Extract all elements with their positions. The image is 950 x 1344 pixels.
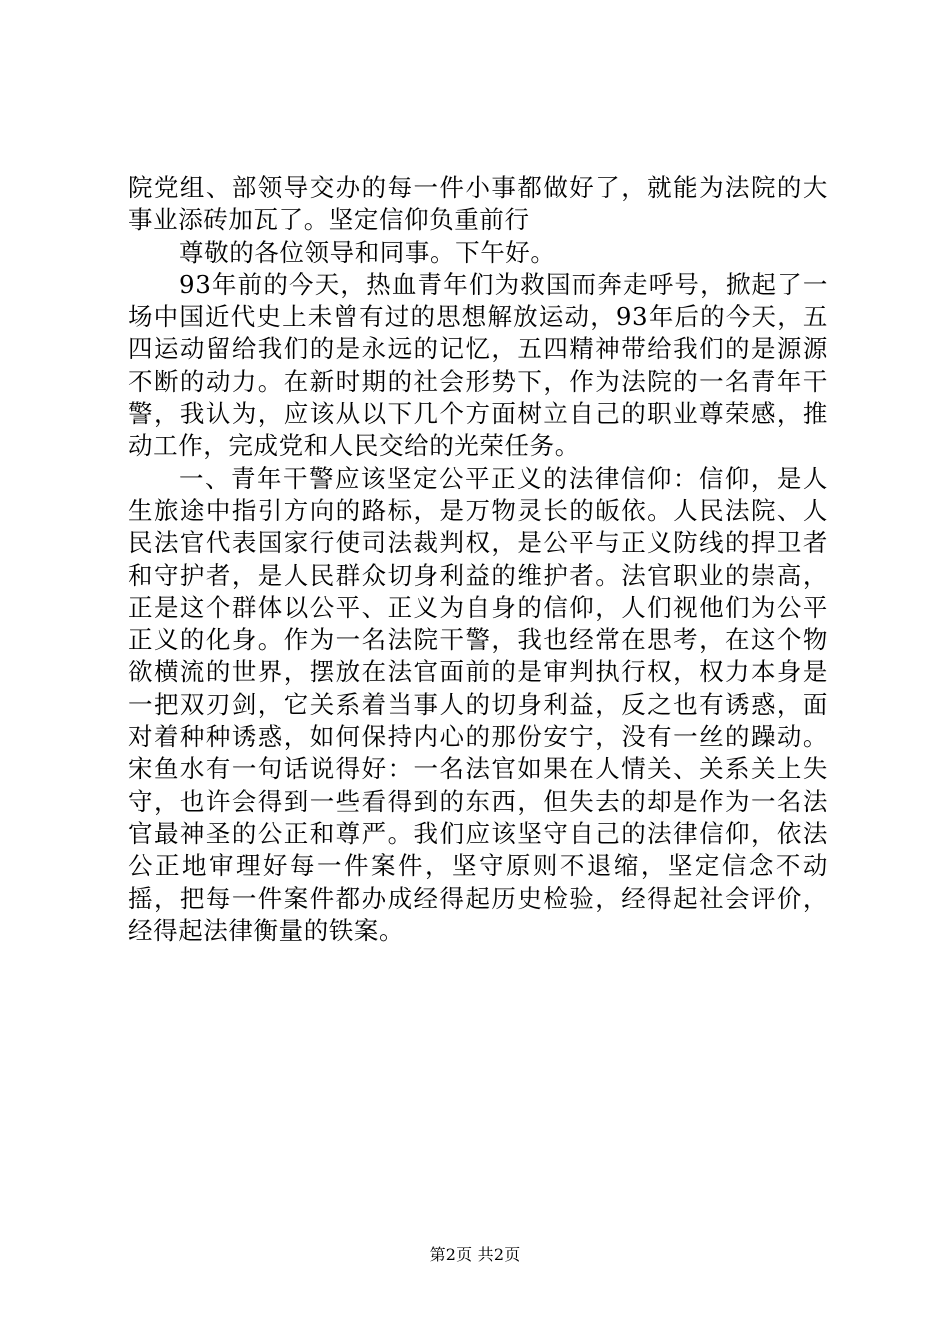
paragraph-4: 一、青年干警应该坚定公平正义的法律信仰：信仰，是人生旅途中指引方向的路标，是万物灵长的皈依。人民法院、人民法官代表国家行使司法裁判权，是公平与正义防线的捍卫者和守护者，是人民群众切身利益的维护者。法官职业的崇高，正是这个群体以公平、正义为自身的信仰，人们视他们为公平正义的化身。作为一名法院干警，我也经常在思考，在这个物欲横流的世界，摆放在法官面前的是审判执行权，权力本身是一把双刃剑，它关系着当事人的切身利益，反之也有诱惑，面对着种种诱惑，如何保持内心的那份安宁，没有一丝的躁动。宋鱼水有一句话说得好：一名法官如果在人情关、关系关上失守，也许会得到一些看得到的东西，但失去的却是作为一名法官最神圣的公正和尊严。我们应该坚守自己的法律信仰，依法公正地审理好每一件案件，坚守原则不退缩，坚定信念不动摇，把每一件案件都办成经得起历史检验，经得起社会评价，经得起法律衡量的铁案。 [128, 463, 828, 945]
paragraph-2: 尊敬的各位领导和同事。下午好。 [179, 237, 556, 267]
paragraph-1: 院党组、部领导交办的每一件小事都做好了，就能为法院的大事业添砖加瓦了。坚定信仰负重前行 [128, 173, 828, 235]
page-number-footer: 第2页 共2页 [429, 1245, 521, 1264]
paragraph-3: 93年前的今天，热血青年们为救国而奔走呼号，掀起了一场中国近代史上未曾有过的思想解放运动，93年后的今天，五四运动留给我们的是永远的记忆，五四精神带给我们的是源源不断的动力。在新时期的社会形势下，作为法院的一名青年干警，我认为，应该从以下几个方面树立自己的职业尊荣感，推动工作，完成党和人民交给的光荣任务。 [128, 269, 828, 461]
document-body [128, 172, 828, 947]
